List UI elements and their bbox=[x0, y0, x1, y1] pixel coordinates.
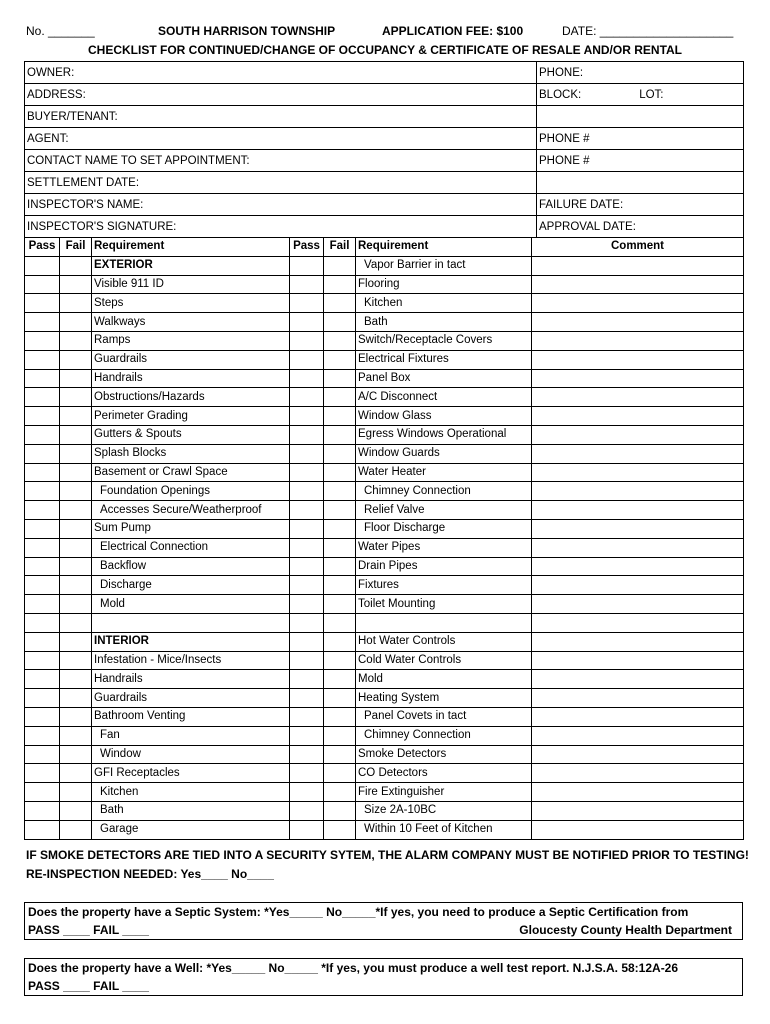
pass-checkbox[interactable] bbox=[25, 557, 60, 576]
requirement-item: CO Detectors bbox=[356, 764, 532, 783]
pass-checkbox[interactable] bbox=[25, 388, 60, 407]
checklist-row bbox=[25, 632, 744, 651]
failure-date-field[interactable]: FAILURE DATE: bbox=[537, 194, 744, 216]
comment-cell[interactable] bbox=[532, 256, 744, 275]
comment-cell[interactable] bbox=[532, 538, 744, 557]
pass-checkbox[interactable] bbox=[25, 275, 60, 294]
pass-checkbox[interactable] bbox=[25, 463, 60, 482]
fail-checkbox[interactable] bbox=[60, 764, 92, 783]
checklist-row bbox=[25, 745, 744, 764]
comment-cell[interactable] bbox=[532, 294, 744, 313]
contact-phone-field[interactable]: PHONE # bbox=[537, 150, 744, 172]
fail-checkbox[interactable] bbox=[60, 707, 92, 726]
fail-checkbox[interactable] bbox=[324, 369, 356, 388]
fail-checkbox[interactable] bbox=[324, 519, 356, 538]
fail-checkbox[interactable] bbox=[324, 463, 356, 482]
comment-cell[interactable] bbox=[532, 350, 744, 369]
pass-checkbox[interactable] bbox=[290, 689, 324, 708]
pass-checkbox[interactable] bbox=[290, 331, 324, 350]
checklist-row bbox=[25, 595, 744, 614]
comment-cell[interactable] bbox=[532, 783, 744, 802]
fail-checkbox[interactable] bbox=[60, 388, 92, 407]
requirement-item: Electrical Fixtures bbox=[356, 350, 532, 369]
fail-checkbox[interactable] bbox=[324, 576, 356, 595]
fail-checkbox[interactable] bbox=[324, 726, 356, 745]
fail-checkbox[interactable] bbox=[60, 313, 92, 332]
checklist-row bbox=[25, 350, 744, 369]
requirement-item: Walkways bbox=[92, 313, 290, 332]
fail-checkbox[interactable] bbox=[60, 557, 92, 576]
fail-checkbox[interactable] bbox=[324, 482, 356, 501]
comment-cell[interactable] bbox=[532, 463, 744, 482]
lot-label: LOT: bbox=[639, 88, 664, 101]
applicant-info-table bbox=[24, 61, 744, 238]
pass-checkbox[interactable] bbox=[290, 519, 324, 538]
requirement-item: Fire Extinguisher bbox=[356, 783, 532, 802]
requirement-item: Switch/Receptacle Covers bbox=[356, 331, 532, 350]
fail-checkbox[interactable] bbox=[324, 707, 356, 726]
requirement-item: Toilet Mounting bbox=[356, 595, 532, 614]
fail-checkbox[interactable] bbox=[324, 425, 356, 444]
fail-checkbox[interactable] bbox=[324, 801, 356, 820]
fail-checkbox[interactable] bbox=[60, 726, 92, 745]
requirement-item: Gutters & Spouts bbox=[92, 425, 290, 444]
requirement-item: Garage bbox=[92, 820, 290, 839]
pass-checkbox[interactable] bbox=[290, 745, 324, 764]
fail-header: Fail bbox=[324, 238, 356, 257]
owner-field[interactable]: OWNER: bbox=[25, 62, 537, 84]
fail-checkbox[interactable] bbox=[60, 463, 92, 482]
checklist-row bbox=[25, 388, 744, 407]
pass-checkbox[interactable] bbox=[25, 519, 60, 538]
pass-checkbox[interactable] bbox=[290, 444, 324, 463]
checklist-row bbox=[25, 689, 744, 708]
phone-field[interactable]: PHONE: bbox=[537, 62, 744, 84]
comment-cell[interactable] bbox=[532, 801, 744, 820]
pass-checkbox[interactable] bbox=[25, 313, 60, 332]
buyer-tenant-field[interactable]: BUYER/TENANT: bbox=[25, 106, 537, 128]
comment-cell[interactable] bbox=[532, 651, 744, 670]
requirement-item: Kitchen bbox=[356, 294, 532, 313]
fail-checkbox[interactable] bbox=[60, 538, 92, 557]
fail-checkbox[interactable] bbox=[324, 256, 356, 275]
checklist-row bbox=[25, 783, 744, 802]
health-department: Gloucesty County Health Department bbox=[519, 923, 732, 937]
fail-checkbox[interactable] bbox=[60, 632, 92, 651]
pass-checkbox[interactable] bbox=[25, 689, 60, 708]
checklist-row bbox=[25, 707, 744, 726]
fail-checkbox[interactable] bbox=[324, 651, 356, 670]
checklist-header-row bbox=[25, 238, 744, 257]
checklist-row bbox=[25, 463, 744, 482]
application-number: No. _______ bbox=[26, 24, 95, 38]
pass-checkbox[interactable] bbox=[290, 369, 324, 388]
fail-checkbox[interactable] bbox=[324, 595, 356, 614]
page-title: CHECKLIST FOR CONTINUED/CHANGE OF OCCUPANCY & CERTIFICATE OF RESALE AND/OR RENTAL bbox=[88, 43, 682, 57]
fail-checkbox[interactable] bbox=[60, 294, 92, 313]
checklist-row bbox=[25, 764, 744, 783]
pass-checkbox[interactable] bbox=[25, 745, 60, 764]
requirement-item: Relief Valve bbox=[356, 501, 532, 520]
approval-date-field[interactable]: APPROVAL DATE: bbox=[537, 216, 744, 238]
requirement-item: Guardrails bbox=[92, 689, 290, 708]
checklist-row bbox=[25, 294, 744, 313]
requirement-header: Requirement bbox=[92, 238, 290, 257]
pass-checkbox[interactable] bbox=[25, 331, 60, 350]
requirement-item: Panel Covets in tact bbox=[356, 707, 532, 726]
pass-checkbox[interactable] bbox=[25, 726, 60, 745]
requirement-item: Foundation Openings bbox=[92, 482, 290, 501]
requirement-item: Accesses Secure/Weatherproof bbox=[92, 501, 290, 520]
blank-cell bbox=[537, 172, 744, 194]
checklist-row bbox=[25, 801, 744, 820]
fail-checkbox[interactable] bbox=[60, 613, 92, 632]
fail-checkbox[interactable] bbox=[324, 275, 356, 294]
fail-checkbox[interactable] bbox=[324, 407, 356, 426]
requirement-item: Window Glass bbox=[356, 407, 532, 426]
fail-checkbox[interactable] bbox=[60, 444, 92, 463]
pass-checkbox[interactable] bbox=[25, 651, 60, 670]
septic-question: Does the property have a Septic System: *Yes_____ No_____*If yes, you need to produce a Septic Certification from bbox=[28, 905, 689, 919]
fail-checkbox[interactable] bbox=[60, 350, 92, 369]
comment-cell[interactable] bbox=[532, 726, 744, 745]
comment-cell[interactable] bbox=[532, 407, 744, 426]
reinspection-line: RE-INSPECTION NEEDED: Yes____ No____ bbox=[26, 867, 274, 881]
requirement-item: Ramps bbox=[92, 331, 290, 350]
fail-checkbox[interactable] bbox=[324, 632, 356, 651]
pass-checkbox[interactable] bbox=[25, 425, 60, 444]
fail-checkbox[interactable] bbox=[324, 745, 356, 764]
fail-checkbox[interactable] bbox=[324, 538, 356, 557]
requirement-item: Panel Box bbox=[356, 369, 532, 388]
pass-checkbox[interactable] bbox=[290, 407, 324, 426]
date-field: DATE: ____________________ bbox=[562, 24, 734, 38]
comment-cell[interactable] bbox=[532, 331, 744, 350]
fail-checkbox[interactable] bbox=[324, 350, 356, 369]
contact-name-field[interactable]: CONTACT NAME TO SET APPOINTMENT: bbox=[25, 150, 537, 172]
pass-checkbox[interactable] bbox=[290, 632, 324, 651]
pass-header: Pass bbox=[25, 238, 60, 257]
requirement-item: Handrails bbox=[92, 670, 290, 689]
comment-cell[interactable] bbox=[532, 707, 744, 726]
requirement-item: Flooring bbox=[356, 275, 532, 294]
fail-checkbox[interactable] bbox=[60, 689, 92, 708]
requirement-item bbox=[356, 613, 532, 632]
agent-phone-field[interactable]: PHONE # bbox=[537, 128, 744, 150]
comment-cell[interactable] bbox=[532, 501, 744, 520]
fail-checkbox[interactable] bbox=[60, 576, 92, 595]
requirement-item: Vapor Barrier in tact bbox=[356, 256, 532, 275]
checklist-row bbox=[25, 369, 744, 388]
requirement-item: Electrical Connection bbox=[92, 538, 290, 557]
pass-checkbox[interactable] bbox=[290, 313, 324, 332]
comment-cell[interactable] bbox=[532, 576, 744, 595]
requirement-item: Drain Pipes bbox=[356, 557, 532, 576]
pass-checkbox[interactable] bbox=[25, 820, 60, 839]
pass-checkbox[interactable] bbox=[25, 783, 60, 802]
checklist-row bbox=[25, 651, 744, 670]
checklist-row bbox=[25, 557, 744, 576]
comment-cell[interactable] bbox=[532, 820, 744, 839]
requirement-item: Heating System bbox=[356, 689, 532, 708]
pass-checkbox[interactable] bbox=[290, 482, 324, 501]
pass-checkbox[interactable] bbox=[290, 425, 324, 444]
requirement-item: Mold bbox=[356, 670, 532, 689]
requirement-item: Chimney Connection bbox=[356, 726, 532, 745]
fail-checkbox[interactable] bbox=[60, 331, 92, 350]
requirement-item: Perimeter Grading bbox=[92, 407, 290, 426]
pass-checkbox[interactable] bbox=[290, 256, 324, 275]
pass-checkbox[interactable] bbox=[290, 613, 324, 632]
fail-checkbox[interactable] bbox=[60, 369, 92, 388]
pass-checkbox[interactable] bbox=[25, 707, 60, 726]
pass-checkbox[interactable] bbox=[290, 501, 324, 520]
requirement-item: Window Guards bbox=[356, 444, 532, 463]
requirement-item: Cold Water Controls bbox=[356, 651, 532, 670]
checklist-row bbox=[25, 331, 744, 350]
fail-checkbox[interactable] bbox=[60, 501, 92, 520]
pass-checkbox[interactable] bbox=[25, 369, 60, 388]
pass-checkbox[interactable] bbox=[25, 764, 60, 783]
comment-cell[interactable] bbox=[532, 745, 744, 764]
comment-cell[interactable] bbox=[532, 482, 744, 501]
comment-cell[interactable] bbox=[532, 519, 744, 538]
pass-checkbox[interactable] bbox=[25, 294, 60, 313]
requirement-item: Chimney Connection bbox=[356, 482, 532, 501]
fail-checkbox[interactable] bbox=[60, 651, 92, 670]
pass-checkbox[interactable] bbox=[290, 651, 324, 670]
inspector-signature-field[interactable]: INSPECTOR'S SIGNATURE: bbox=[25, 216, 537, 238]
fail-checkbox[interactable] bbox=[60, 519, 92, 538]
address-field[interactable]: ADDRESS: bbox=[25, 84, 537, 106]
pass-checkbox[interactable] bbox=[290, 783, 324, 802]
pass-header: Pass bbox=[290, 238, 324, 257]
block-lot-field[interactable] bbox=[537, 84, 744, 106]
pass-checkbox[interactable] bbox=[25, 801, 60, 820]
comment-cell[interactable] bbox=[532, 764, 744, 783]
checklist-row bbox=[25, 576, 744, 595]
fail-checkbox[interactable] bbox=[60, 275, 92, 294]
requirement-item: Backflow bbox=[92, 557, 290, 576]
pass-checkbox[interactable] bbox=[290, 275, 324, 294]
fail-checkbox[interactable] bbox=[60, 670, 92, 689]
fail-checkbox[interactable] bbox=[60, 482, 92, 501]
fail-checkbox[interactable] bbox=[324, 613, 356, 632]
pass-checkbox[interactable] bbox=[290, 670, 324, 689]
pass-checkbox[interactable] bbox=[25, 407, 60, 426]
requirement-item: Discharge bbox=[92, 576, 290, 595]
block-label: BLOCK: bbox=[539, 88, 582, 101]
pass-checkbox[interactable] bbox=[290, 538, 324, 557]
requirement-item: Guardrails bbox=[92, 350, 290, 369]
fail-checkbox[interactable] bbox=[324, 670, 356, 689]
requirement-header: Requirement bbox=[356, 238, 532, 257]
comment-cell[interactable] bbox=[532, 369, 744, 388]
checklist-table bbox=[24, 237, 744, 840]
requirement-item: Bath bbox=[92, 801, 290, 820]
smoke-detector-notice: IF SMOKE DETECTORS ARE TIED INTO A SECURITY SYTEM, THE ALARM COMPANY MUST BE NOTIFIED PRIOR TO TESTING! bbox=[26, 848, 749, 862]
fail-checkbox[interactable] bbox=[324, 313, 356, 332]
requirement-item: Fixtures bbox=[356, 576, 532, 595]
pass-checkbox[interactable] bbox=[290, 576, 324, 595]
checklist-row bbox=[25, 820, 744, 839]
requirement-item bbox=[92, 613, 290, 632]
pass-checkbox[interactable] bbox=[290, 294, 324, 313]
requirement-item: Steps bbox=[92, 294, 290, 313]
fail-checkbox[interactable] bbox=[60, 407, 92, 426]
pass-checkbox[interactable] bbox=[25, 538, 60, 557]
requirement-item: Sum Pump bbox=[92, 519, 290, 538]
pass-checkbox[interactable] bbox=[290, 388, 324, 407]
checklist-row bbox=[25, 407, 744, 426]
comment-cell[interactable] bbox=[532, 388, 744, 407]
blank-cell bbox=[537, 106, 744, 128]
fail-checkbox[interactable] bbox=[324, 820, 356, 839]
fail-checkbox[interactable] bbox=[60, 256, 92, 275]
pass-checkbox[interactable] bbox=[290, 801, 324, 820]
fail-checkbox[interactable] bbox=[324, 764, 356, 783]
pass-checkbox[interactable] bbox=[25, 670, 60, 689]
requirement-item: Handrails bbox=[92, 369, 290, 388]
pass-checkbox[interactable] bbox=[290, 557, 324, 576]
pass-checkbox[interactable] bbox=[290, 595, 324, 614]
fail-checkbox[interactable] bbox=[60, 745, 92, 764]
requirement-item: Within 10 Feet of Kitchen bbox=[356, 820, 532, 839]
pass-checkbox[interactable] bbox=[290, 726, 324, 745]
septic-passfail-row bbox=[25, 921, 742, 939]
requirement-item: Size 2A-10BC bbox=[356, 801, 532, 820]
pass-checkbox[interactable] bbox=[25, 482, 60, 501]
inspector-name-field[interactable]: INSPECTOR'S NAME: bbox=[25, 194, 537, 216]
checklist-row bbox=[25, 275, 744, 294]
comment-cell[interactable] bbox=[532, 632, 744, 651]
pass-checkbox[interactable] bbox=[290, 764, 324, 783]
fail-checkbox[interactable] bbox=[324, 783, 356, 802]
comment-header: Comment bbox=[532, 238, 744, 257]
comment-cell[interactable] bbox=[532, 557, 744, 576]
requirement-item: GFI Receptacles bbox=[92, 764, 290, 783]
requirement-item: INTERIOR bbox=[92, 632, 290, 651]
comment-cell[interactable] bbox=[532, 689, 744, 708]
fail-checkbox[interactable] bbox=[60, 783, 92, 802]
pass-checkbox[interactable] bbox=[290, 350, 324, 369]
well-box bbox=[24, 958, 743, 996]
requirement-item: Smoke Detectors bbox=[356, 745, 532, 764]
checklist-row bbox=[25, 444, 744, 463]
pass-checkbox[interactable] bbox=[25, 576, 60, 595]
fail-checkbox[interactable] bbox=[60, 801, 92, 820]
header bbox=[26, 24, 744, 42]
pass-checkbox[interactable] bbox=[25, 256, 60, 275]
comment-cell[interactable] bbox=[532, 275, 744, 294]
septic-pass-fail[interactable]: PASS ____ FAIL ____ bbox=[28, 923, 149, 937]
checklist-row bbox=[25, 313, 744, 332]
comment-cell[interactable] bbox=[532, 425, 744, 444]
checklist-row bbox=[25, 613, 744, 632]
requirement-item: Basement or Crawl Space bbox=[92, 463, 290, 482]
fail-checkbox[interactable] bbox=[324, 444, 356, 463]
checklist-row bbox=[25, 501, 744, 520]
requirement-item: Kitchen bbox=[92, 783, 290, 802]
comment-cell[interactable] bbox=[532, 595, 744, 614]
fail-header: Fail bbox=[60, 238, 92, 257]
checklist-row bbox=[25, 519, 744, 538]
requirement-item: Water Heater bbox=[356, 463, 532, 482]
checklist-row bbox=[25, 256, 744, 275]
fail-checkbox[interactable] bbox=[324, 294, 356, 313]
requirement-item: Obstructions/Hazards bbox=[92, 388, 290, 407]
settlement-date-field[interactable]: SETTLEMENT DATE: bbox=[25, 172, 537, 194]
comment-cell[interactable] bbox=[532, 670, 744, 689]
fail-checkbox[interactable] bbox=[60, 595, 92, 614]
fail-checkbox[interactable] bbox=[324, 501, 356, 520]
requirement-item: EXTERIOR bbox=[92, 256, 290, 275]
fail-checkbox[interactable] bbox=[60, 425, 92, 444]
fail-checkbox[interactable] bbox=[324, 689, 356, 708]
checklist-row bbox=[25, 425, 744, 444]
requirement-item: Water Pipes bbox=[356, 538, 532, 557]
requirement-item: Infestation - Mice/Insects bbox=[92, 651, 290, 670]
pass-checkbox[interactable] bbox=[25, 350, 60, 369]
pass-checkbox[interactable] bbox=[290, 463, 324, 482]
requirement-item: Visible 911 ID bbox=[92, 275, 290, 294]
fail-checkbox[interactable] bbox=[324, 331, 356, 350]
checklist-row bbox=[25, 670, 744, 689]
requirement-item: Egress Windows Operational bbox=[356, 425, 532, 444]
requirement-item: Window bbox=[92, 745, 290, 764]
township-name: SOUTH HARRISON TOWNSHIP bbox=[158, 24, 336, 38]
requirement-item: Floor Discharge bbox=[356, 519, 532, 538]
well-question: Does the property have a Well: *Yes_____ No_____ *If yes, you must produce a well test report. N.J.S.A. 58:12A-26 bbox=[28, 961, 679, 975]
requirement-item: Splash Blocks bbox=[92, 444, 290, 463]
requirement-item: Bathroom Venting bbox=[92, 707, 290, 726]
pass-checkbox[interactable] bbox=[290, 707, 324, 726]
requirement-item: Bath bbox=[356, 313, 532, 332]
comment-cell[interactable] bbox=[532, 613, 744, 632]
checklist-row bbox=[25, 482, 744, 501]
pass-checkbox[interactable] bbox=[25, 501, 60, 520]
pass-checkbox[interactable] bbox=[25, 632, 60, 651]
fail-checkbox[interactable] bbox=[324, 388, 356, 407]
comment-cell[interactable] bbox=[532, 313, 744, 332]
requirement-item: Mold bbox=[92, 595, 290, 614]
requirement-item: Hot Water Controls bbox=[356, 632, 532, 651]
requirement-item: Fan bbox=[92, 726, 290, 745]
checklist-row bbox=[25, 538, 744, 557]
agent-field[interactable]: AGENT: bbox=[25, 128, 537, 150]
requirement-item: A/C Disconnect bbox=[356, 388, 532, 407]
pass-checkbox[interactable] bbox=[25, 595, 60, 614]
comment-cell[interactable] bbox=[532, 444, 744, 463]
fail-checkbox[interactable] bbox=[324, 557, 356, 576]
checklist-row bbox=[25, 726, 744, 745]
septic-box bbox=[24, 902, 743, 940]
pass-checkbox[interactable] bbox=[25, 613, 60, 632]
well-pass-fail[interactable]: PASS ____ FAIL ____ bbox=[28, 979, 149, 993]
pass-checkbox[interactable] bbox=[25, 444, 60, 463]
fail-checkbox[interactable] bbox=[60, 820, 92, 839]
application-fee: APPLICATION FEE: $100 bbox=[382, 24, 524, 38]
pass-checkbox[interactable] bbox=[290, 820, 324, 839]
